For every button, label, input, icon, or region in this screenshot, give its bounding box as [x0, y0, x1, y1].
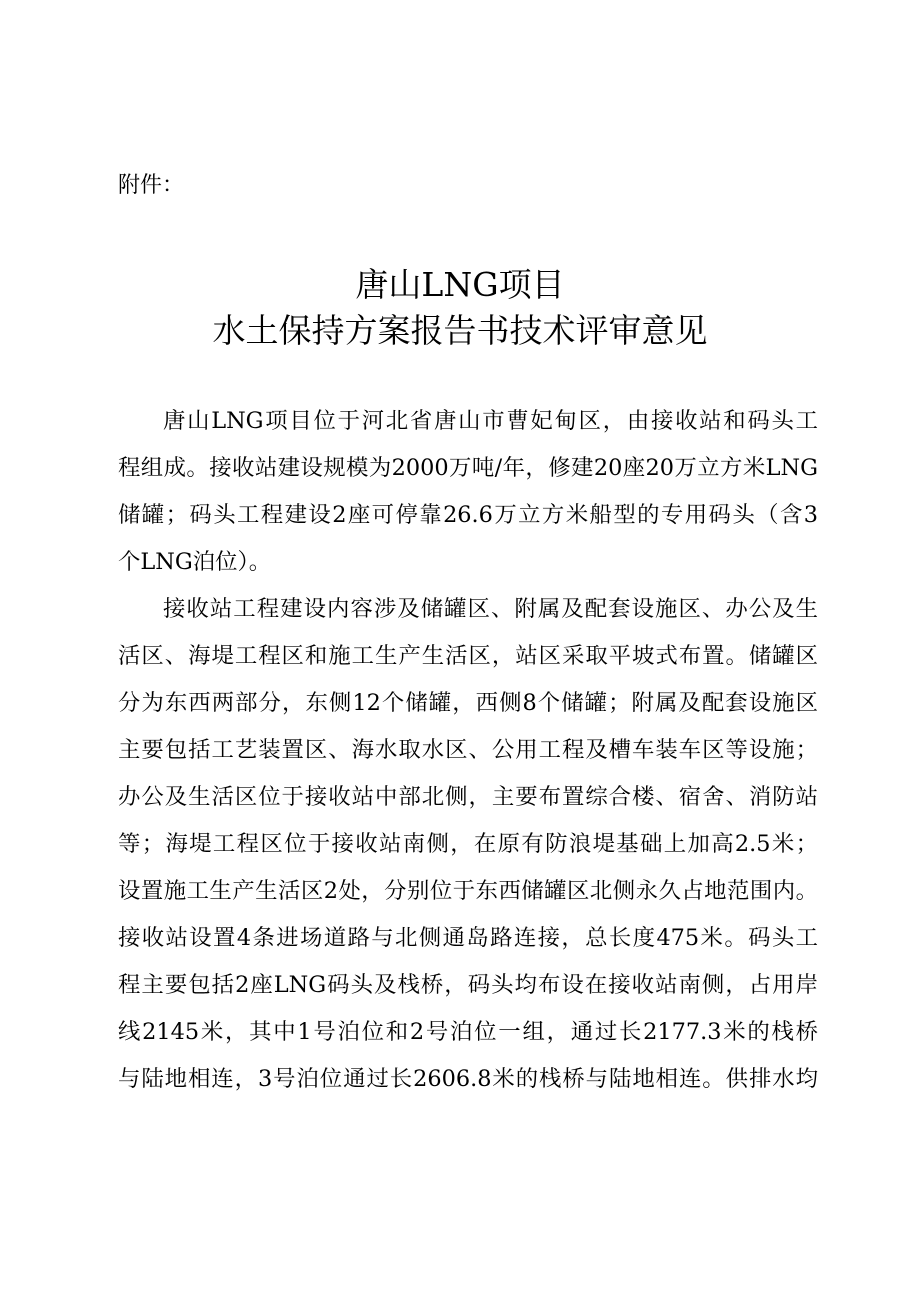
paragraph-line: 个LNG泊位）。 — [118, 549, 272, 575]
document-title-line-2: 水土保持方案报告书技术评审意见 — [212, 311, 708, 350]
paragraph-line: 唐山LNG项目位于河北省唐山市曹妃甸区，由接收站和码头工 — [163, 408, 818, 434]
paragraph-line: 接收站工程建设内容涉及储罐区、附属及配套设施区、办公及生 — [163, 596, 818, 622]
document-body — [118, 398, 818, 1103]
document-title-line-1: 唐山LNG项目 — [355, 265, 565, 304]
paragraph-line: 程主要包括2座LNG码头及栈桥，码头均布设在接收站南侧，占用岸 — [118, 972, 818, 998]
paragraph-line: 接收站设置4条进场道路与北侧通岛路连接，总长度475米。码头工 — [118, 925, 818, 951]
paragraph-line: 设置施工生产生活区2处，分别位于东西储罐区北侧永久占地范围内。 — [118, 878, 818, 904]
paragraph-line: 分为东西两部分，东侧12个储罐，西侧8个储罐；附属及配套设施区 — [118, 690, 818, 716]
paragraph-line: 与陆地相连，3号泊位通过长2606.8米的栈桥与陆地相连。供排水均 — [118, 1066, 818, 1092]
paragraph-line: 程组成。接收站建设规模为2000万吨/年，修建20座20万立方米LNG — [118, 455, 818, 481]
paragraph-line: 主要包括工艺装置区、海水取水区、公用工程及槽车装车区等设施； — [118, 737, 818, 763]
paragraph-line: 活区、海堤工程区和施工生产生活区，站区采取平坡式布置。储罐区 — [118, 643, 818, 669]
paragraph-line: 办公及生活区位于接收站中部北侧，主要布置综合楼、宿舍、消防站 — [118, 784, 818, 810]
paragraph-line: 等；海堤工程区位于接收站南侧，在原有防浪堤基础上加高2.5米； — [118, 831, 818, 857]
attachment-label: 附件： — [118, 173, 185, 198]
paragraph-line: 储罐；码头工程建设2座可停靠26.6万立方米船型的专用码头（含3 — [118, 502, 818, 528]
paragraph-2 — [118, 586, 818, 1103]
paragraph-line: 线2145米，其中1号泊位和2号泊位一组，通过长2177.3米的栈桥 — [118, 1019, 818, 1045]
paragraph-1 — [118, 398, 818, 586]
